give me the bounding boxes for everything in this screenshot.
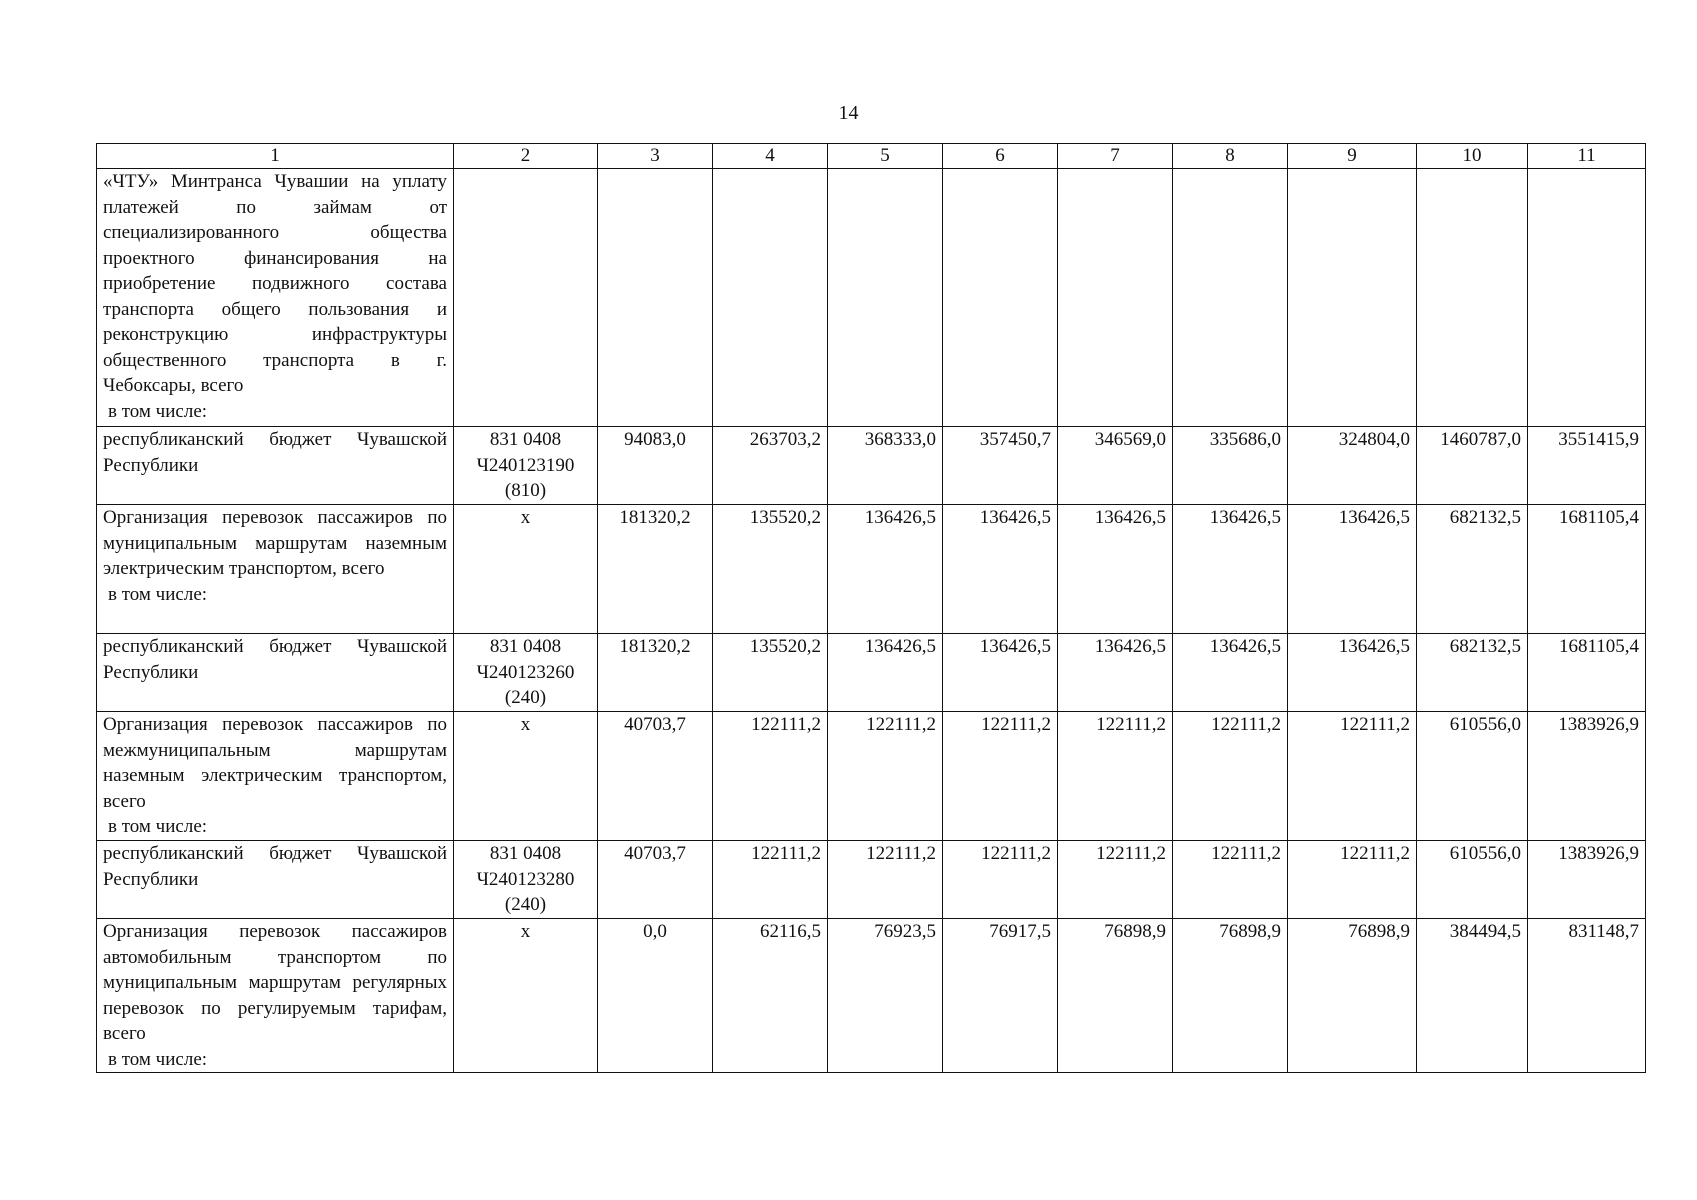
value-cell: 1383926,9	[1528, 712, 1646, 841]
value-cell	[713, 169, 828, 427]
column-header: 4	[713, 144, 828, 169]
code-line: x	[520, 921, 531, 942]
value-cell: 1383926,9	[1528, 841, 1646, 919]
column-header: 1	[97, 144, 454, 169]
budget-code	[454, 634, 598, 712]
row-description	[97, 169, 454, 427]
value-cell: 181320,2	[598, 505, 713, 634]
code-line: x	[520, 714, 531, 735]
value-cell: 136426,5	[828, 505, 943, 634]
page-number: 14	[838, 102, 859, 124]
table-row	[97, 505, 1646, 634]
value-cell: 122111,2	[1288, 841, 1417, 919]
row-title: Организация перевозок пассажиров по межмуниципальным маршрутам наземным электрическим транспортом, всего	[103, 714, 447, 812]
row-subtitle: в том числе:	[108, 583, 208, 605]
value-cell: 40703,7	[598, 841, 713, 919]
row-title: «ЧТУ» Минтранса Чувашии на уплату платежей по займам от специализированного общества проектного финансирования на приобретение подвижного состава транспорта общего пользования и реконструкцию инфраструктуры общественного транспорта в г. Чебоксары, всего	[103, 171, 447, 396]
budget-code	[454, 169, 598, 427]
value-cell: 384494,5	[1417, 919, 1528, 1073]
value-cell: 136426,5	[1173, 505, 1288, 634]
table-row	[97, 712, 1646, 841]
value-cell: 136426,5	[943, 505, 1058, 634]
value-cell: 335686,0	[1173, 427, 1288, 505]
column-header: 9	[1288, 144, 1417, 169]
table-row	[97, 169, 1646, 427]
value-cell: 1681105,4	[1528, 505, 1646, 634]
budget-code	[454, 427, 598, 505]
row-description	[97, 634, 454, 712]
value-cell: 136426,5	[1058, 634, 1173, 712]
value-cell: 0,0	[598, 919, 713, 1073]
row-description	[97, 427, 454, 505]
value-cell: 610556,0	[1417, 712, 1528, 841]
row-description	[97, 505, 454, 634]
table-row	[97, 919, 1646, 1073]
value-cell	[1288, 169, 1417, 427]
value-cell: 122111,2	[713, 841, 828, 919]
row-subtitle: в том числе:	[108, 816, 208, 837]
value-cell: 122111,2	[1173, 841, 1288, 919]
column-header: 2	[454, 144, 598, 169]
value-cell: 346569,0	[1058, 427, 1173, 505]
value-cell: 122111,2	[1288, 712, 1417, 841]
value-cell	[1173, 169, 1288, 427]
row-description	[97, 712, 454, 841]
value-cell: 122111,2	[1058, 712, 1173, 841]
value-cell: 682132,5	[1417, 505, 1528, 634]
value-cell	[943, 169, 1058, 427]
value-cell: 135520,2	[713, 634, 828, 712]
value-cell: 122111,2	[943, 841, 1058, 919]
code-line: (810)	[504, 480, 547, 501]
value-cell: 122111,2	[1058, 841, 1173, 919]
value-cell: 62116,5	[713, 919, 828, 1073]
value-cell: 76923,5	[828, 919, 943, 1073]
value-cell: 136426,5	[1288, 634, 1417, 712]
value-cell: 94083,0	[598, 427, 713, 505]
code-line: 831 0408	[489, 636, 562, 657]
value-cell: 76917,5	[943, 919, 1058, 1073]
budget-code	[454, 505, 598, 634]
value-cell: 122111,2	[1173, 712, 1288, 841]
value-cell: 368333,0	[828, 427, 943, 505]
code-line: x	[520, 507, 531, 528]
value-cell: 135520,2	[713, 505, 828, 634]
value-cell: 122111,2	[943, 712, 1058, 841]
value-cell: 40703,7	[598, 712, 713, 841]
row-title: Организация перевозок пассажиров автомобильным транспортом по муниципальным маршрутам регулярных перевозок по регулируемым тарифам, всего	[103, 921, 447, 1044]
row-title: республиканский бюджет Чувашской Республики	[103, 843, 447, 890]
value-cell	[1417, 169, 1528, 427]
column-header: 3	[598, 144, 713, 169]
row-subtitle: в том числе:	[108, 400, 208, 422]
column-header: 8	[1173, 144, 1288, 169]
column-header: 5	[828, 144, 943, 169]
budget-code	[454, 919, 598, 1073]
code-line: Ч240123260	[476, 661, 575, 683]
header-row	[97, 144, 1646, 169]
value-cell: 1681105,4	[1528, 634, 1646, 712]
table-row	[97, 634, 1646, 712]
value-cell: 263703,2	[713, 427, 828, 505]
value-cell	[828, 169, 943, 427]
column-header: 10	[1417, 144, 1528, 169]
value-cell: 3551415,9	[1528, 427, 1646, 505]
code-line: 831 0408	[489, 843, 562, 864]
column-header: 11	[1528, 144, 1646, 169]
value-cell: 181320,2	[598, 634, 713, 712]
value-cell: 76898,9	[1058, 919, 1173, 1073]
column-header: 7	[1058, 144, 1173, 169]
budget-code	[454, 841, 598, 919]
value-cell: 136426,5	[943, 634, 1058, 712]
row-subtitle: в том числе:	[108, 1048, 208, 1070]
value-cell: 136426,5	[1173, 634, 1288, 712]
value-cell: 357450,7	[943, 427, 1058, 505]
code-line: 831 0408	[489, 429, 562, 450]
code-line: Ч240123190	[476, 454, 575, 476]
row-description	[97, 919, 454, 1073]
value-cell	[1528, 169, 1646, 427]
code-line: (240)	[504, 687, 547, 708]
row-title: Организация перевозок пассажиров по муниципальным маршрутам наземным электрическим транспортом, всего	[103, 507, 447, 579]
value-cell: 610556,0	[1417, 841, 1528, 919]
value-cell: 682132,5	[1417, 634, 1528, 712]
value-cell: 122111,2	[713, 712, 828, 841]
column-header: 6	[943, 144, 1058, 169]
value-cell: 136426,5	[1288, 505, 1417, 634]
value-cell: 136426,5	[828, 634, 943, 712]
budget-table	[96, 143, 1646, 1073]
table-row	[97, 427, 1646, 505]
table-row	[97, 841, 1646, 919]
value-cell: 136426,5	[1058, 505, 1173, 634]
value-cell: 324804,0	[1288, 427, 1417, 505]
budget-code	[454, 712, 598, 841]
value-cell: 122111,2	[828, 841, 943, 919]
value-cell: 122111,2	[828, 712, 943, 841]
row-description	[97, 841, 454, 919]
value-cell	[598, 169, 713, 427]
value-cell: 76898,9	[1288, 919, 1417, 1073]
value-cell: 76898,9	[1173, 919, 1288, 1073]
code-line: (240)	[504, 894, 547, 915]
row-title: республиканский бюджет Чувашской Республики	[103, 636, 447, 683]
row-title: республиканский бюджет Чувашской Республики	[103, 429, 447, 476]
code-line: Ч240123280	[476, 868, 575, 890]
value-cell: 831148,7	[1528, 919, 1646, 1073]
value-cell: 1460787,0	[1417, 427, 1528, 505]
value-cell	[1058, 169, 1173, 427]
